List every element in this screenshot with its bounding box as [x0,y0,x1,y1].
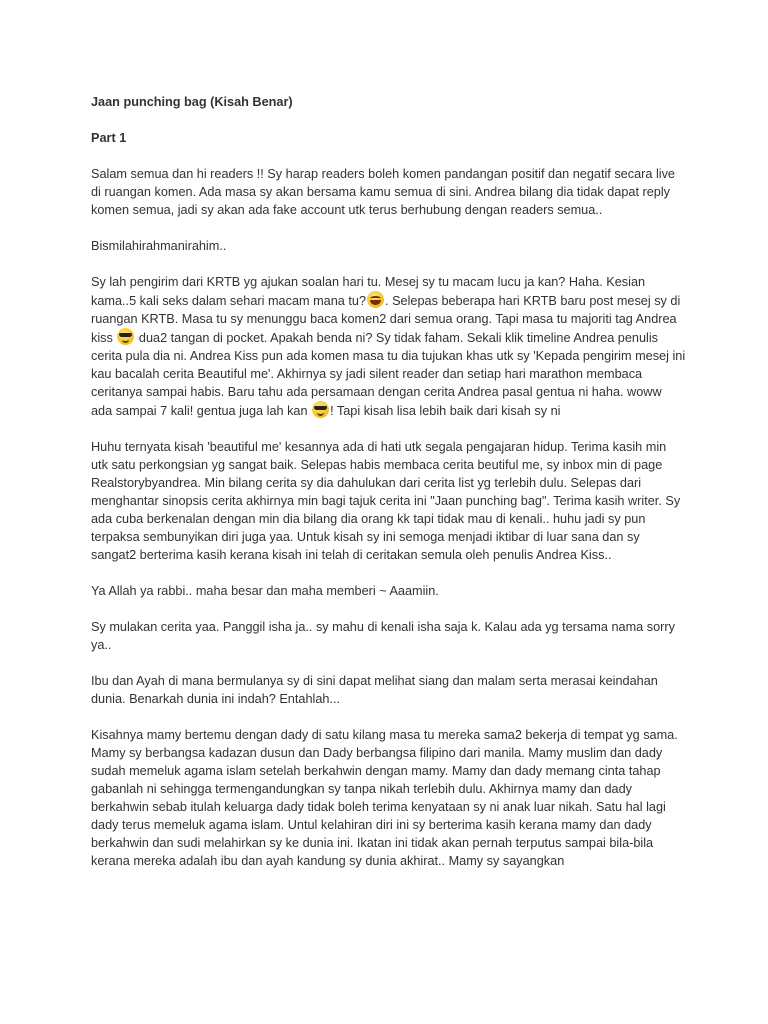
part-heading: Part 1 [91,131,127,145]
sunglasses-face-emoji-icon [117,328,134,345]
paragraph-doa: Ya Allah ya rabbi.. maha besar dan maha memberi ~ Aaamiin. [91,584,439,598]
paragraph-krtb-text-1: Sy lah pengirim dari KRTB yg ajukan soalan hari tu. Mesej sy tu macam lucu ja kan? Haha. Kesian kama..5 kali seks dalam sehari macam mana tu? [91,275,646,308]
paragraph-intro: Salam semua dan hi readers !! Sy harap readers boleh komen pandangan positif dan negatif secara live di ruangan komen. Ada masa sy akan bersama kamu semua di sini. Andrea bilang dia tidak dapat reply komen semua, jadi sy akan ada fake account utk terus berhubung dengan readers semua.. [91,167,675,217]
paragraph-krtb [91,273,686,420]
document-title: Jaan punching bag (Kisah Benar) [91,95,293,109]
paragraph-bismillah: Bismilahirahmanirahim.. [91,239,227,253]
paragraph-krtb-text-2: . Selepas beberapa hari KRTB baru post mesej sy di ruangan KRTB. Masa tu sy menunggu baca komen2 dari semua orang. Tapi masa tu majoriti tag Andrea kiss [91,294,681,345]
paragraph-krtb-text-3: dua2 tangan di pocket. Apakah benda ni? Sy tidak faham. Sekali klik timeline Andrea penulis cerita pula dia ni. Andrea Kiss pun ada komen masa tu dia tujukan khas utk sy 'Kepada pengirim mesej ini kau bacalah cerita Beautiful me'. Akhirnya sy jadi silent reader dan setiap hari marathon membaca ceritanya sampai habis. Baru tahu ada persamaan dengan cerita Andrea pasal gentua ni haha. woww ada sampai 7 kali! gentua juga lah kan [91,331,686,418]
paragraph-introduce-isha: Sy mulakan cerita yaa. Panggil isha ja.. sy mahu di kenali isha saja k. Kalau ada yg tersama nama sorry ya.. [91,620,675,652]
document-body [91,93,686,888]
paragraph-kisah-mamy-dady: Kisahnya mamy bertemu dengan dady di satu kilang masa tu mereka sama2 bekerja di tempat yg sama. Mamy sy berbangsa kadazan dusun dan Dady berbangsa filipino dari manila. Mamy muslim dan dady sudah memeluk agama islam setelah berkahwin dengan mamy. Mamy dan dady memang cinta tahap gabanlah ni sehingga termengandungkan sy tanpa nikah terlebih dulu. Akhirnya mamy dan dady berkahwin sebab itulah keluarga dady tidak boleh terima kenyataan sy ni anak luar nikah. Satu hal lagi dady terus memeluk agama islam. Untul kelahiran diri ini sy berterima kasih kerana mamy dan dady berkahwin dan sudi melahirkan sy ke dunia ini. Ikatan ini tidak akan pernah terputus sampai bila-bila kerana mereka adalah ibu dan ayah kandung sy dunia akhirat.. Mamy sy sayangkan [91,728,678,868]
paragraph-ibu-ayah: Ibu dan Ayah di mana bermulanya sy di sini dapat melihat siang dan malam serta merasai keindahan dunia. Benarkah dunia ini indah? Entahlah... [91,674,658,706]
laughing-face-emoji-icon [367,291,384,308]
paragraph-beautiful-me: Huhu ternyata kisah 'beautiful me' kesannya ada di hati utk segala pengajaran hidup. Terima kasih min utk satu perkongsian yg sangat baik. Selepas habis membaca cerita beutiful me, sy inbox min di page Realstorybyandrea. Min bilang cerita sy dia dahulukan dari cerita list yg terlebih dulu. Selepas dari menghantar sinopsis cerita akhirnya min bagi tajuk cerita ini "Jaan punching bag". Terima kasih writer. Sy ada cuba berkenalan dengan min dia bilang dia orang kk tapi tidak mau di kenali.. huhu jadi sy pun terpaksa sembunyikan diri juga yaa. Untuk kisah sy ini semoga menjadi iktibar di luar sana dan sy sangat2 berterima kasih kerana kisah ini telah di ceritakan semula oleh penulis Andrea Kiss.. [91,440,681,562]
sunglasses-face-emoji-icon [312,401,329,418]
paragraph-krtb-text-4: ! Tapi kisah lisa lebih baik dari kisah sy ni [330,404,561,418]
